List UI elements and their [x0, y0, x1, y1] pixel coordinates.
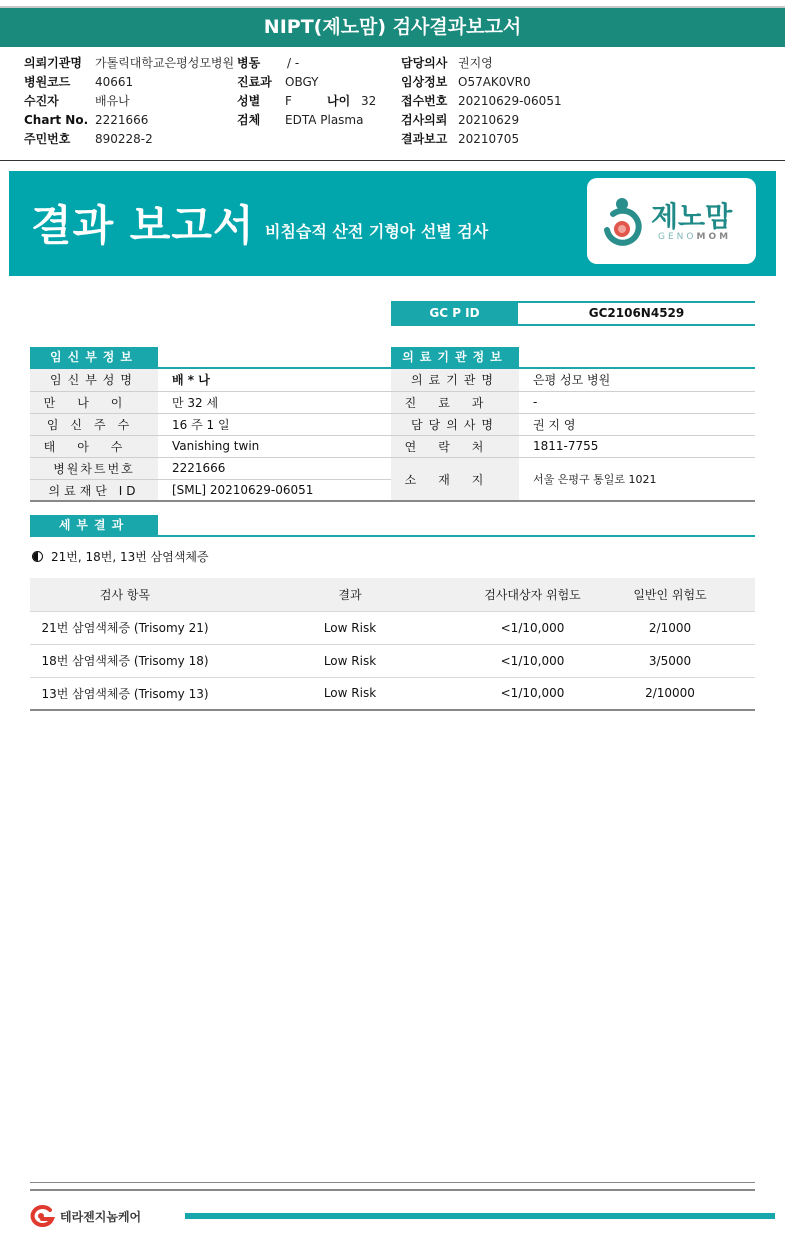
- meta-label: 수진자: [24, 94, 59, 108]
- meta-value: 배유나: [95, 94, 130, 108]
- table-row: [391, 457, 755, 501]
- meta-row: [237, 111, 376, 130]
- meta-value: OBGY: [285, 75, 319, 89]
- meta-value: F: [285, 94, 292, 108]
- results-cell: <1/10,000: [480, 677, 585, 710]
- banner-title: 결과 보고서: [31, 201, 255, 250]
- footer-accent-bar: [185, 1213, 775, 1219]
- meta-row: [401, 130, 562, 149]
- logo-sub-b: MOM: [696, 232, 732, 242]
- results-cell: 18번 삼염색체증 (Trisomy 18): [30, 644, 220, 677]
- meta-label: 접수번호: [401, 94, 448, 108]
- company-name: 테라젠지놈케어: [60, 1209, 142, 1224]
- institution-value: 은평 성모 병원: [519, 369, 755, 391]
- half-circle-icon: [32, 551, 43, 562]
- meta-label: 검체: [237, 113, 261, 127]
- meta-col-3: [401, 54, 562, 149]
- patient-label: 임신부성명: [30, 369, 158, 391]
- patient-value: 2221666: [158, 457, 391, 479]
- meta-row: [401, 111, 562, 130]
- institution-label: 소재지: [391, 457, 519, 501]
- logo-subtext: [658, 232, 731, 242]
- table-row: [30, 391, 391, 413]
- meta-value: O57AK0VR0: [458, 75, 531, 89]
- patient-label: 병원차트번호: [30, 457, 158, 479]
- patient-value: [SML] 20210629-06051: [158, 479, 391, 501]
- details-section-title: 세부결과: [30, 515, 158, 535]
- table-row: [30, 479, 391, 501]
- institution-value: 1811-7755: [519, 435, 755, 457]
- meta-value: 20210629: [458, 113, 520, 127]
- details-section-header: [30, 515, 755, 537]
- results-col-header: 결과: [220, 578, 480, 611]
- patient-value: Vanishing twin: [158, 435, 391, 457]
- meta-row: [401, 92, 562, 111]
- meta-row: [24, 92, 234, 111]
- patient-value: 만 32 세: [158, 391, 391, 413]
- patient-section-header: [30, 347, 391, 369]
- patient-label: 임신주수: [30, 413, 158, 435]
- results-col-header: 검사대상자 위험도: [480, 578, 585, 611]
- mother-baby-icon: [599, 196, 645, 246]
- results-col-header: 검사 항목: [30, 578, 220, 611]
- table-row: [30, 435, 391, 457]
- meta-row: [237, 54, 376, 73]
- age-value: 32: [361, 94, 377, 108]
- table-row: [30, 677, 755, 710]
- meta-label: 병원코드: [24, 75, 71, 89]
- meta-col-2: [237, 54, 376, 130]
- meta-value: 40661: [95, 75, 134, 89]
- meta-value: EDTA Plasma: [285, 113, 364, 127]
- results-cell: <1/10,000: [480, 644, 585, 677]
- meta-row: [24, 73, 234, 92]
- gcp-id-label: GC P ID: [391, 303, 518, 324]
- meta-label: 의뢰기관명: [24, 56, 82, 70]
- meta-label: 검사의뢰: [401, 113, 448, 127]
- institution-label: 연락처: [391, 435, 519, 457]
- results-header-row: [30, 578, 755, 611]
- table-row: [391, 391, 755, 413]
- info-bottom-divider: [30, 500, 755, 502]
- table-row: [30, 369, 391, 391]
- patient-value: 16 주 1 일: [158, 413, 391, 435]
- meta-value: 가톨릭대학교은평성모병원: [95, 56, 235, 70]
- meta-row: [24, 111, 234, 130]
- meta-col-1: [24, 54, 234, 149]
- patient-name-value: 배 * 나: [158, 369, 391, 391]
- banner-subtitle: 비침습적 산전 기형아 선별 검사: [265, 222, 489, 241]
- results-cell: 2/1000: [585, 611, 755, 644]
- meta-label: 담당의사: [401, 56, 448, 70]
- table-row: [391, 413, 755, 435]
- genomom-logo: [587, 178, 756, 264]
- results-cell: 2/10000: [585, 677, 755, 710]
- meta-row: [401, 73, 562, 92]
- terragen-logo: [26, 1205, 141, 1227]
- meta-row: [24, 130, 234, 149]
- report-banner: [9, 171, 776, 276]
- table-row: [30, 457, 391, 479]
- logo-text: 제노맘: [651, 200, 733, 233]
- results-cell: 21번 삼염색체증 (Trisomy 21): [30, 611, 220, 644]
- results-table: [30, 578, 755, 711]
- meta-row: [237, 73, 376, 92]
- institution-label: 진료과: [391, 391, 519, 413]
- institution-section-header: [391, 347, 755, 369]
- results-col-header: 일반인 위험도: [585, 578, 755, 611]
- report-title: NIPT(제노맘) 검사결과보고서: [0, 6, 785, 47]
- footer-divider: [30, 1182, 755, 1183]
- terragen-icon: [26, 1205, 56, 1227]
- institution-value: -: [519, 391, 755, 413]
- patient-label: 만나이: [30, 391, 158, 413]
- table-row: [30, 611, 755, 644]
- meta-row: [401, 54, 562, 73]
- age-label: 나이: [327, 94, 351, 108]
- meta-value: 890228-2: [95, 132, 153, 146]
- results-cell: Low Risk: [220, 644, 480, 677]
- header-divider: [0, 160, 785, 161]
- institution-label: 담당의사명: [391, 413, 519, 435]
- meta-label: 성별: [237, 94, 261, 108]
- meta-value: 20210705: [458, 132, 520, 146]
- meta-label: Chart No.: [24, 113, 89, 127]
- patient-label: 태아수: [30, 435, 158, 457]
- meta-label: 임상정보: [401, 75, 448, 89]
- meta-value: 20210629-06051: [458, 94, 562, 108]
- meta-label: 병동: [237, 56, 261, 70]
- logo-sub-a: GENO: [658, 232, 697, 242]
- meta-value: 권지영: [458, 56, 493, 70]
- results-cell: 13번 삼염색체증 (Trisomy 13): [30, 677, 220, 710]
- institution-info-table: [391, 369, 755, 502]
- meta-row: [237, 92, 376, 111]
- institution-value: 권 지 영: [519, 413, 755, 435]
- details-subtitle: [32, 548, 209, 565]
- meta-label: 진료과: [237, 75, 272, 89]
- meta-value: / -: [287, 56, 300, 70]
- patient-label: 의료재단 ID: [30, 479, 158, 501]
- institution-section-title: 의료기관정보: [391, 347, 519, 367]
- gcp-id-box: [391, 301, 755, 326]
- table-row: [391, 435, 755, 457]
- meta-value: 2221666: [95, 113, 149, 127]
- table-row: [30, 413, 391, 435]
- meta-row: [24, 54, 234, 73]
- results-cell: <1/10,000: [480, 611, 585, 644]
- footer-divider: [30, 1189, 755, 1191]
- results-cell: 3/5000: [585, 644, 755, 677]
- table-row: [391, 369, 755, 391]
- gcp-id-value: GC2106N4529: [588, 306, 685, 320]
- results-cell: Low Risk: [220, 611, 480, 644]
- institution-label: 의료기관명: [391, 369, 519, 391]
- meta-label: 결과보고: [401, 132, 448, 146]
- patient-info-table: [30, 369, 391, 502]
- patient-section-title: 임신부정보: [30, 347, 158, 367]
- table-row: [30, 644, 755, 677]
- meta-label: 주민번호: [24, 132, 71, 146]
- results-cell: Low Risk: [220, 677, 480, 710]
- details-subtitle-text: 21번, 18번, 13번 삼염색체증: [51, 550, 209, 564]
- institution-value: 서울 은평구 통일로 1021: [519, 457, 755, 501]
